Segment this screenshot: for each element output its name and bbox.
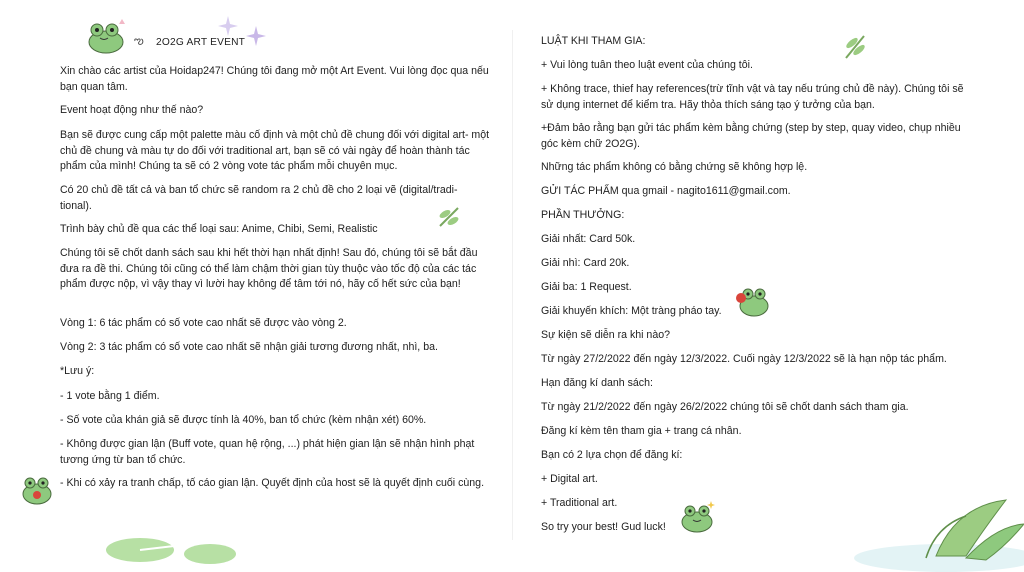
options-heading: Bạn có 2 lựa chọn để đăng kí: (541, 449, 683, 461)
prize-first: Giải nhất: Card 50k. (541, 233, 636, 245)
frog-icon (84, 18, 128, 54)
note-vote-weight: - Số vote của khán giả sẽ được tính là 40%, ban tổ chức (kèm nhận xét) 60%. (60, 414, 427, 426)
palette-paragraph: Bạn sẽ được cung cấp một palette màu cố định và một chủ đề chung đối với digital art- một chủ đề chung và màu tự do đối với traditional art, bạn sẽ có vài ngày để hoàn thành tác phẩm của mình! Chúng ta sẽ có 2 vòng vote tác phẩm mỗi chuyên mục. (60, 129, 490, 172)
dragonfly-icon (436, 206, 462, 228)
registration-dates: Từ ngày 21/2/2022 đến ngày 26/2/2022 chúng tôi sẽ chốt danh sách tham gia. (541, 401, 909, 413)
option-traditional: + Traditional art. (541, 497, 618, 509)
when-heading: Sự kiện sẽ diễn ra khi nào? (541, 329, 670, 341)
event-dates: Từ ngày 27/2/2022 đến ngày 12/3/2022. Cuối ngày 12/3/2022 sẽ là hạn nộp tác phẩm. (541, 353, 947, 365)
prize-third: Giải ba: 1 Request. (541, 281, 632, 293)
frog-with-berry-icon (734, 284, 770, 318)
topics-paragraph: Có 20 chủ đề tất cả và ban tổ chức sẽ random ra 2 chủ đề cho 2 loại vẽ (digital/tradi- tional). (60, 184, 458, 212)
submit-email: GỬI TÁC PHẨM qua gmail - nagito1611@gmail.com. (541, 185, 791, 197)
closing-text: So try your best! Gud luck! (541, 521, 666, 533)
note-vote-point: - 1 vote bằng 1 điểm. (60, 390, 160, 402)
water-plants-icon (856, 496, 1024, 572)
note-heading: *Lưu ý: (60, 365, 95, 377)
column-divider (512, 30, 513, 540)
deadline-paragraph: Chúng tôi sẽ chốt danh sách sau khi hết thời hạn nhất định! Sau đó, chúng tôi sẽ bắt đầu đưa ra đề thi. Chúng tôi cũng có thể làm chậm thời gian tùy thuộc vào tốc độ của các tác phẩm được nộp, vì vậy thay vì lười hay không để tâm tới nó, hãy cố hết sức của bạn! (60, 247, 478, 290)
prize-encouragement: Giải khuyến khích: Một tràng pháo tay. (541, 305, 722, 317)
registration-info: Đăng kí kèm tên tham gia + trang cá nhân. (541, 425, 742, 437)
frog-icon (678, 500, 716, 534)
prizes-heading: PHẦN THƯỞNG: (541, 209, 625, 221)
lily-pad-icon (100, 534, 250, 572)
rule-invalid: Những tác phẩm không có bằng chứng sẽ không hợp lệ. (541, 161, 808, 173)
styles-paragraph: Trình bày chủ đề qua các thể loại sau: Anime, Chibi, Semi, Realistic (60, 223, 378, 235)
frog-with-berry-icon (20, 473, 54, 505)
intro-paragraph: Xin chào các artist của Hoidap247! Chúng tôi đang mở một Art Event. Vui lòng đọc qua nếu bạn quan tâm. (60, 65, 489, 93)
note-no-cheating: - Không được gian lận (Buff vote, quan hệ rộng, ...) phát hiện gian lận sẽ nhận hình phạt tương ứng từ ban tổ chức. (60, 438, 475, 466)
sparkle-icon (218, 16, 268, 50)
ornament-icon: ఌ (134, 35, 144, 47)
how-it-works-heading: Event hoạt động như thế nào? (60, 104, 204, 116)
note-dispute: - Khi có xảy ra tranh chấp, tố cáo gian lận. Quyết định của host sẽ là quyết định cuối cùng. (60, 477, 485, 489)
event-title: 2O2G ART EVENT (156, 37, 246, 48)
rule-no-trace: + Không trace, thief hay references(trừ tĩnh vật và tay nếu trúng chủ đề này). Chúng tôi sẽ sử dụng internet để kiểm tra. Hãy thỏa thích sáng tạo ý tưởng của bạn. (541, 83, 964, 111)
option-digital: + Digital art. (541, 473, 598, 485)
round-one-text: Vòng 1: 6 tác phẩm có số vote cao nhất sẽ được vào vòng 2. (60, 317, 347, 329)
dragonfly-icon (842, 34, 868, 60)
rule-follow: + Vui lòng tuân theo luật event của chúng tôi. (541, 59, 753, 71)
rules-heading: LUẬT KHI THAM GIA: (541, 35, 646, 47)
prize-second: Giải nhì: Card 20k. (541, 257, 630, 269)
registration-heading: Hạn đăng kí danh sách: (541, 377, 653, 389)
round-two-text: Vòng 2: 3 tác phẩm có số vote cao nhất sẽ nhận giải tương đương nhất, nhì, ba. (60, 341, 438, 353)
rule-proof: +Đảm bảo rằng bạn gửi tác phẩm kèm bằng chứng (step by step, quay video, chụp nhiều góc kèm chữ 2O2G). (541, 122, 961, 150)
